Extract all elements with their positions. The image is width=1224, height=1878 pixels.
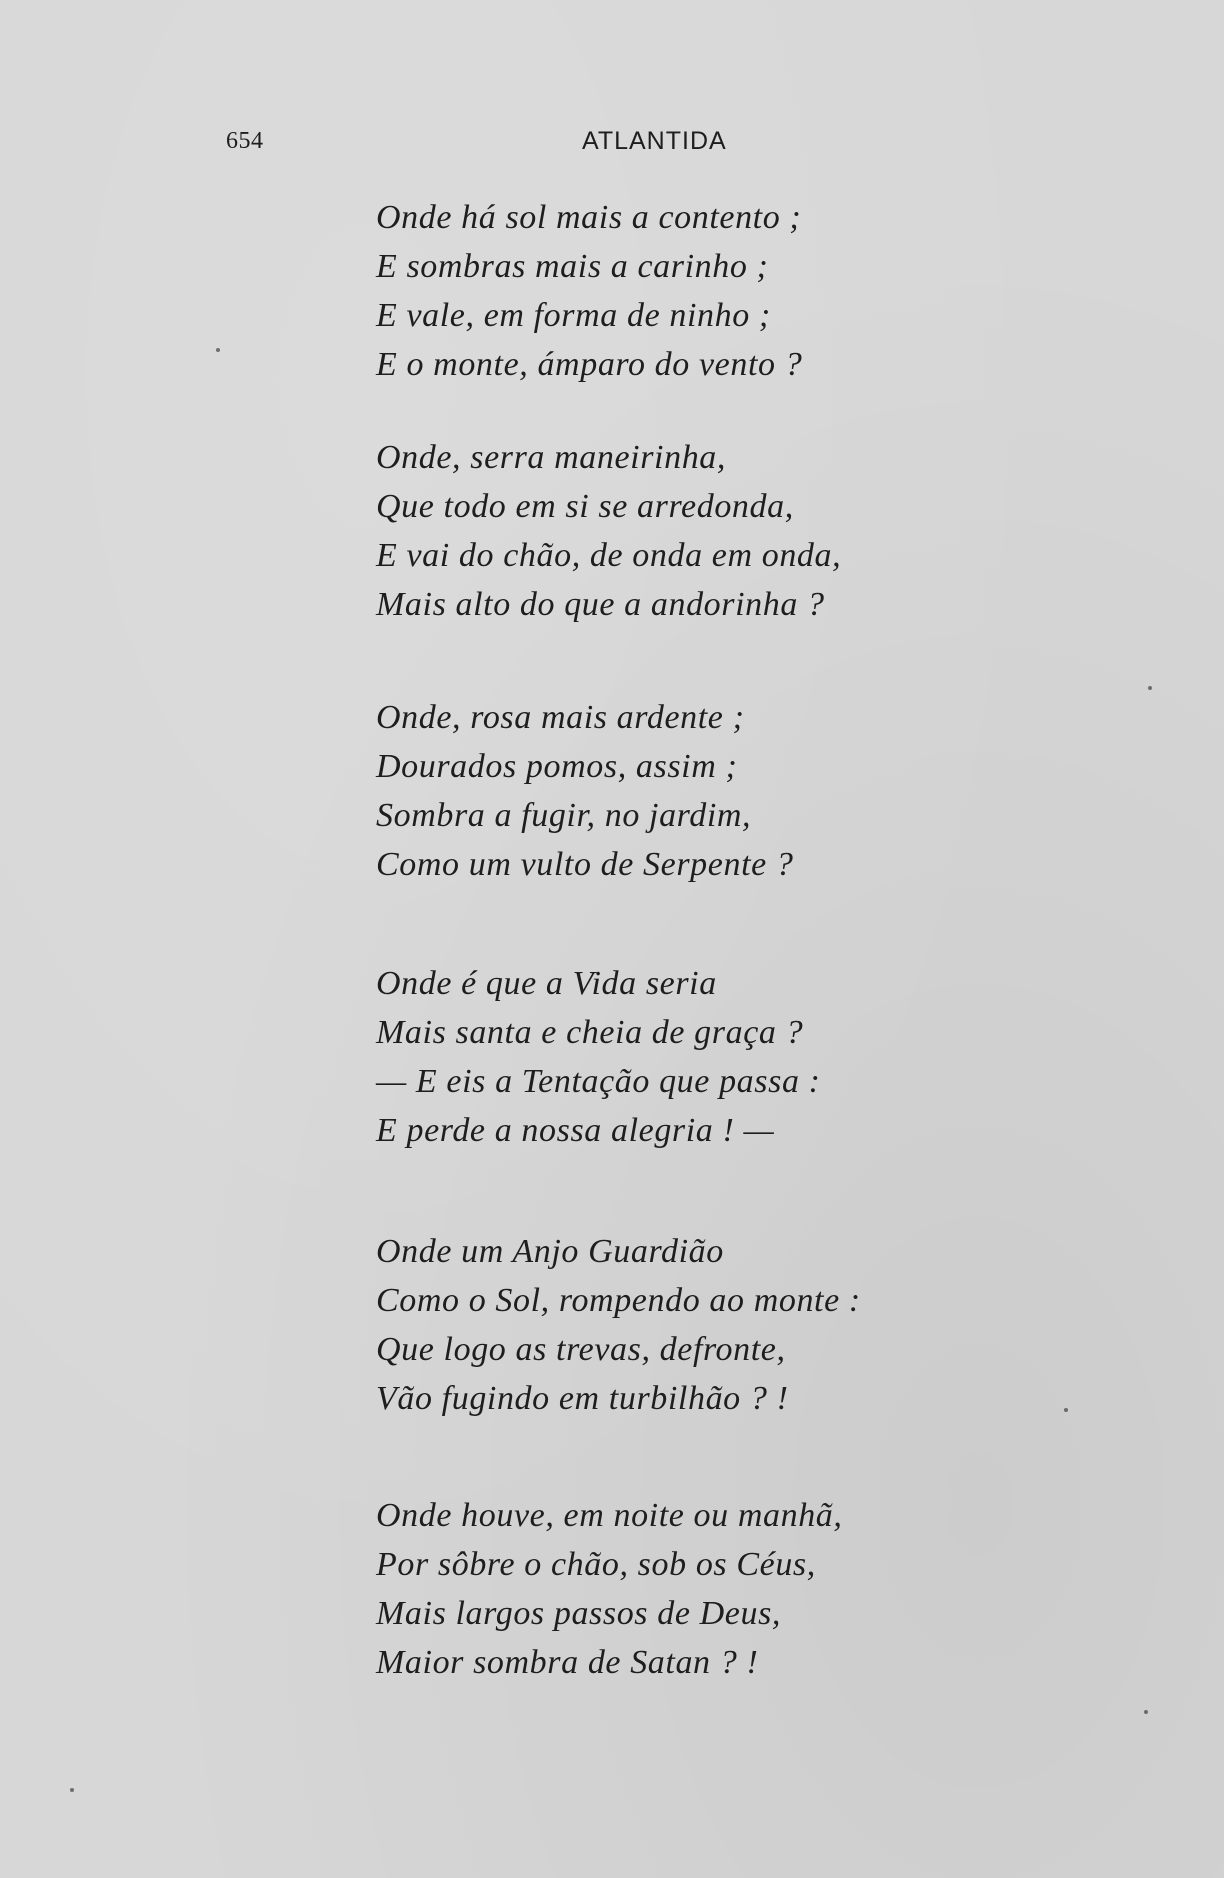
poem-line: Como um vulto de Serpente ?: [376, 846, 794, 883]
poem-line: E vai do chão, de onda em onda,: [376, 537, 842, 574]
poem-line: Onde um Anjo Guardião: [376, 1233, 724, 1270]
poem-line: Que todo em si se arredonda,: [376, 488, 794, 525]
stanza-5: [376, 1227, 896, 1491]
poem-line: Que logo as trevas, defronte,: [376, 1331, 786, 1368]
stanza-2: [376, 433, 896, 693]
poem-line: Onde há sol mais a contento ;: [376, 199, 802, 236]
poem: [376, 193, 896, 1749]
stanza-1: [376, 193, 896, 433]
poem-line: — E eis a Tentação que passa :: [376, 1063, 821, 1100]
poem-line: Maior sombra de Satan ? !: [376, 1644, 759, 1681]
poem-line: E o monte, ámparo do vento ?: [376, 346, 803, 383]
poem-line: Sombra a fugir, no jardim,: [376, 797, 752, 834]
stanza-4: [376, 959, 896, 1227]
poem-line: Vão fugindo em turbilhão ? !: [376, 1380, 789, 1417]
poem-line: Onde, serra maneirinha,: [376, 439, 726, 476]
poem-line: Onde houve, em noite ou manhã,: [376, 1497, 843, 1534]
poem-line: E vale, em forma de ninho ;: [376, 297, 771, 334]
poem-line: E sombras mais a carinho ;: [376, 248, 769, 285]
poem-line: Onde, rosa mais ardente ;: [376, 699, 745, 736]
poem-line: Mais alto do que a andorinha ?: [376, 586, 825, 623]
stanza-6: [376, 1491, 896, 1749]
poem-line: Onde é que a Vida seria: [376, 965, 717, 1002]
stanza-3: [376, 693, 896, 959]
poem-line: Dourados pomos, assim ;: [376, 748, 738, 785]
poem-line: Como o Sol, rompendo ao monte :: [376, 1282, 861, 1319]
poem-line: Por sôbre o chão, sob os Céus,: [376, 1546, 816, 1583]
page-number: 654: [226, 128, 264, 154]
poem-line: E perde a nossa alegria ! —: [376, 1112, 775, 1149]
running-title: ATLANTIDA: [582, 127, 727, 155]
poem-line: Mais santa e cheia de graça ?: [376, 1014, 804, 1051]
poem-line: Mais largos passos de Deus,: [376, 1595, 782, 1632]
